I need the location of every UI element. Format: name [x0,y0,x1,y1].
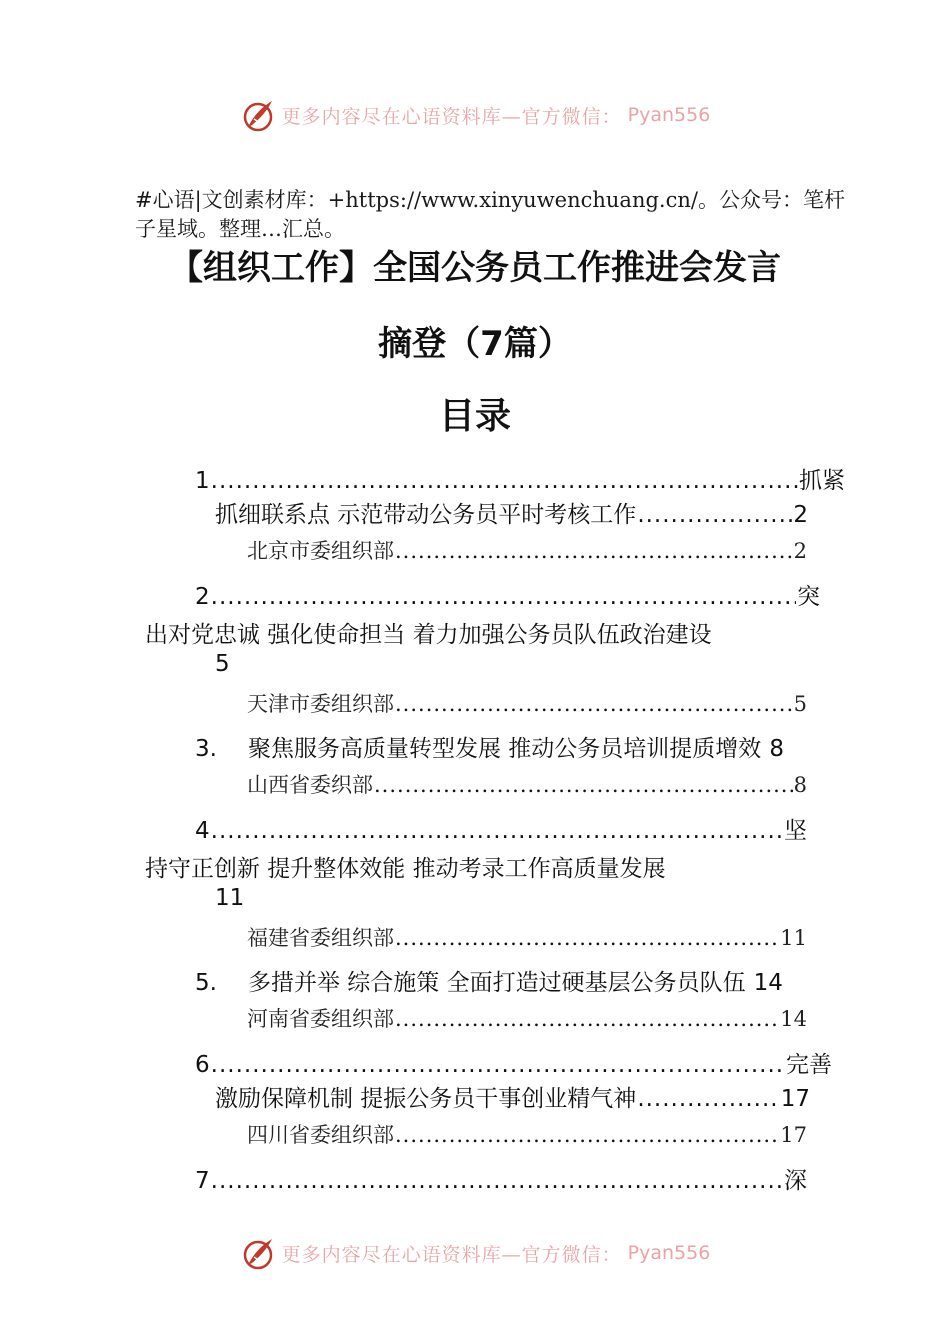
toc-entry-number: 3. [195,736,217,762]
banner-text: 更多内容尽在心语资料库—官方微信： [281,105,622,128]
toc-entry-number: 4 [195,818,210,844]
toc-page-number[interactable]: 5 [215,651,230,677]
toc-leader [211,1168,783,1194]
toc-org-name: 福建省委组织部 [247,926,394,950]
toc-page-number: 8 [769,736,784,762]
toc-leader [395,1123,779,1147]
doc-title-line2: 摘登（7篇） [378,324,572,364]
toc-entry-title-start: 抓紧 [799,468,845,494]
toc-leader [211,584,796,610]
quill-logo-icon [240,1235,276,1271]
toc-entry-title-start: 深 [784,1168,807,1194]
toc-page-number: 2 [793,539,807,563]
toc-page-number: 11 [780,926,807,950]
toc-entry-number: 5. [195,970,217,996]
toc-leader [211,818,783,844]
toc-org-name: 北京市委组织部 [247,539,394,563]
toc-entry-6-cont[interactable] [215,1080,810,1113]
footer-banner [0,1233,950,1273]
toc-entry-4-cont[interactable]: 持守正创新 提升整体效能 推动考录工作高质量发展 [145,856,666,882]
source-note: #心语|文创素材库：+https://www.xinyuwenchuang.cn/。公众号：笔杆子星域。整理…汇总。 [135,188,845,241]
doc-title-line1: 【组织工作】全国公务员工作推进会发言 [169,248,781,288]
toc-entry-7[interactable] [195,1162,807,1195]
toc-entry-6-org[interactable] [247,1119,807,1149]
banner-text: 更多内容尽在心语资料库—官方微信： [281,1243,622,1266]
toc-entry-6[interactable] [195,1046,832,1079]
toc-entry-title-start: 坚 [784,818,807,844]
toc-heading: 目录 [438,396,511,437]
toc-page-number: 14 [780,1007,807,1031]
toc-org-name: 天津市委组织部 [247,692,394,716]
toc-leader [395,1007,779,1031]
toc-leader [374,773,793,797]
banner-wechat: Pyan556 [627,1242,711,1264]
toc-page-number: 2 [793,502,808,528]
toc-page-number: 8 [793,773,807,797]
toc-leader [395,692,793,716]
toc-page-number[interactable]: 11 [215,885,245,911]
toc-entry-1-org[interactable] [247,535,807,565]
toc-entry-2[interactable] [195,578,820,611]
toc-page-number: 14 [753,970,783,996]
toc-org-name: 四川省委组织部 [247,1123,394,1147]
toc-entry-title-start: 突 [797,584,820,610]
toc-entry-number: 7 [195,1168,210,1194]
toc-entry-number: 1 [195,468,210,494]
toc-org-name: 山西省委织部 [247,773,373,797]
toc-entry-5[interactable] [195,964,845,997]
toc-leader [211,468,798,494]
toc-leader [395,926,779,950]
toc-entry-title: 聚焦服务高质量转型发展 推动公务员培训提质增效 [248,736,762,762]
toc-entry-title-cont: 激励保障机制 提振公务员干事创业精气神 [215,1086,637,1112]
toc-page-number: 17 [780,1123,807,1147]
toc-leader [395,539,793,563]
toc-entry-1[interactable] [195,462,845,495]
toc-entry-title-cont: 抓细联系点 示范带动公务员平时考核工作 [215,502,637,528]
toc-leader [637,502,792,528]
toc-entry-2-org[interactable] [247,688,807,718]
toc-page-number: 17 [780,1086,810,1112]
toc-entry-title-start: 完善 [786,1052,832,1078]
toc-entry-number: 2 [195,584,210,610]
toc-entry-1-cont[interactable] [215,496,808,529]
toc-leader [637,1086,779,1112]
toc-org-name: 河南省委组织部 [247,1007,394,1031]
toc-entry-2-cont[interactable]: 出对党忠诚 强化使命担当 着力加强公务员队伍政治建设 [145,622,712,648]
toc-leader [211,1052,785,1078]
toc-page-number: 5 [793,692,807,716]
toc-entry-title: 多措并举 综合施策 全面打造过硬基层公务员队伍 [248,970,746,996]
toc-entry-3-org[interactable] [247,769,807,799]
toc-entry-5-org[interactable] [247,1003,807,1033]
toc-entry-3[interactable] [195,730,845,763]
toc-entry-number: 6 [195,1052,210,1078]
toc-entry-4-org[interactable] [247,922,807,952]
toc-entry-4[interactable] [195,812,807,845]
banner-wechat: Pyan556 [627,104,711,126]
